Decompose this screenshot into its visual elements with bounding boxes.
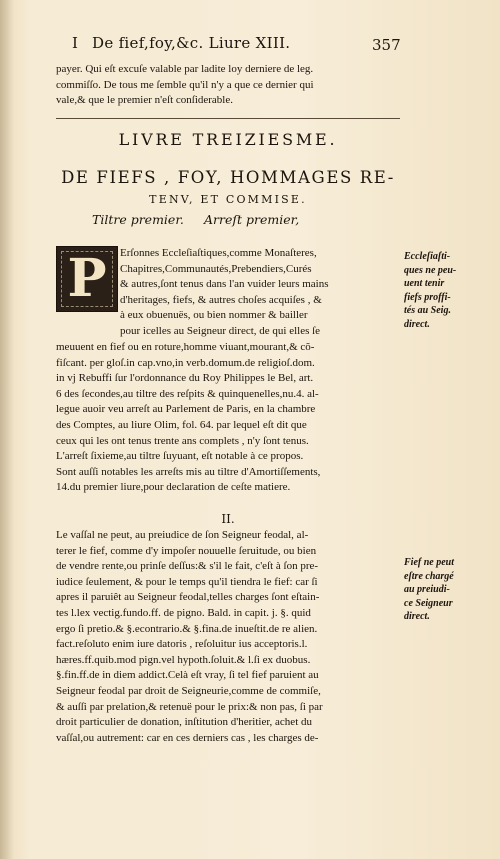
text-line: vaſſal,ou autrement: car en ces derniers cas , les charges de-	[56, 731, 319, 744]
text-line: d'heritages, fiefs, & autres choſes acquiſes , &	[120, 293, 322, 306]
margin-line: eſtre chargé	[404, 570, 454, 582]
margin-line: ce Seigneur	[404, 597, 453, 609]
marginal-note-2	[404, 556, 480, 624]
arrest-label: Arreſt premier,	[204, 212, 300, 227]
text-line: Le vaſſal ne peut, au preiudice de ſon Seigneur feodal, al-	[56, 529, 309, 541]
text-line: apres il paruiêt au Seigneur feodal,telles charges ſont eſtain-	[56, 591, 320, 604]
text-line: fiſcant. per gloſ.in cap.vno,in verb.domum.de religioſ.dom.	[56, 356, 315, 369]
text-line: terer le fief, comme d'y impoſer nouuelle ſeruitude, ou bien	[56, 544, 317, 557]
text-line: hæres.ff.quib.mod pign.vel hypoth.ſoluit.& l.ſi ex duobus.	[56, 653, 311, 666]
section-number: II.	[221, 512, 235, 526]
margin-line: direct.	[404, 611, 430, 622]
paragraph-1	[56, 340, 402, 496]
text-line: iudice ſeulement, & pour le temps qu'il tiendra le fief: car ſi	[56, 575, 318, 588]
text-line: pour icelles au Seigneur direct, de qui elles ſe	[120, 324, 321, 337]
text-line: des Comptes, au liure Olim, fol. 64. par lequel eſt dit que	[56, 418, 307, 431]
margin-line: Fief ne peut	[404, 557, 454, 568]
margin-line: direct.	[404, 318, 430, 330]
text-line: vale,& que le premier n'eſt conſiderable.	[56, 94, 233, 107]
text-line: Seigneur feodal par droit de Seigneurie,comme de commiſe,	[56, 684, 321, 697]
text-line: meuuent en fief ou en roture,homme viuant,mourant,& cõ-	[56, 341, 315, 353]
chapter-subtitle: TENV, ET COMMISE.	[149, 193, 307, 206]
margin-line: tés au Seig.	[404, 305, 451, 316]
text-line: fact.reſoluto enim iure datoris , reſoluitur ius acceptoris.l.	[56, 638, 308, 651]
paragraph-1-wrapped	[120, 246, 402, 340]
margin-line: uent tenir	[404, 278, 445, 289]
title-label: Tiltre premier.	[92, 212, 184, 227]
decorated-initial	[56, 246, 118, 312]
carried-over-text	[56, 62, 402, 109]
text-line: ergo ſi pretio.& §.econtrario.& §.fina.de inueſtit.de re alien.	[56, 622, 318, 635]
text-line: & auſſi par prelation,& retenuë pour le prix:& non pas, ſi par	[56, 700, 323, 713]
section-rule	[56, 118, 400, 119]
text-line: tes l.lex vectig.fundo.ff. de pigno. Bald. in capit. j. §. quid	[56, 606, 311, 619]
text-line: payer. Qui eſt excuſe valable par ladite loy derniere de leg.	[56, 63, 314, 75]
text-line: droit particulier de donation, inſtitution d'heritier, achet du	[56, 716, 312, 729]
running-title: De fief,foy,&c. Liure XIII.	[92, 34, 291, 52]
book-title: LIVRE TREIZIESME.	[118, 130, 338, 149]
text-line: ceux qui les ont tenus trente ans complets , n'y ſont tenus.	[56, 434, 309, 447]
text-line: commiſſo. De tous me ſemble qu'il n'y a que ce dernier qui	[56, 78, 314, 91]
text-line: §.fin.ff.de in diem addict.Celà eſt vray, ſi tel fief paruient au	[56, 669, 319, 682]
text-line: 6 des ſecondes,au tiltre des reſpits & quinquenelles,nu.4. al-	[56, 387, 319, 400]
initial-letter: P	[67, 248, 107, 309]
margin-line: ques ne peu-	[404, 264, 457, 276]
text-line: legue auoir veu arreſt au Parlement de Paris, en la chambre	[56, 403, 316, 416]
text-line: L'arreſt ſixieme,au tiltre ſuyuant, eſt notable à ce propos.	[56, 450, 304, 463]
text-line: Chapitres,Communautés,Prebendiers,Curés	[120, 262, 312, 275]
text-line: Sont auſſi notables les arreſts mis au tiltre d'Amortiſſements,	[56, 465, 321, 478]
text-line: à eux obuenuës, ou bien nommer & bailler	[120, 309, 308, 322]
text-line: de vendre rente,ou prinſe deſſus:& s'il le fait, c'eſt à ſon pre-	[56, 560, 319, 573]
chapter-title: DE FIEFS , FOY, HOMMAGES RE-	[61, 168, 395, 187]
text-line: & autres,ſont tenus dans l'an vuider leurs mains	[120, 278, 329, 291]
text-line: Erſonnes Eccleſiaſtiques,comme Monaſteres,	[120, 247, 317, 259]
page-number: 357	[372, 36, 401, 54]
spine-shadow	[0, 0, 14, 859]
margin-line: fiefs proffi-	[404, 291, 451, 303]
margin-line: Eccleſiaſti-	[404, 251, 451, 262]
marginal-note-1	[404, 250, 480, 331]
paragraph-2	[56, 528, 402, 746]
text-line: in vj Rebuffi ſur l'ordonnance du Roy Philippes le Bel, art.	[56, 372, 314, 385]
signature-mark: I	[72, 34, 79, 52]
margin-line: au preiudi-	[404, 584, 450, 595]
text-line: 14.du premier liure,pour declaration de ceſte matiere.	[56, 481, 291, 494]
